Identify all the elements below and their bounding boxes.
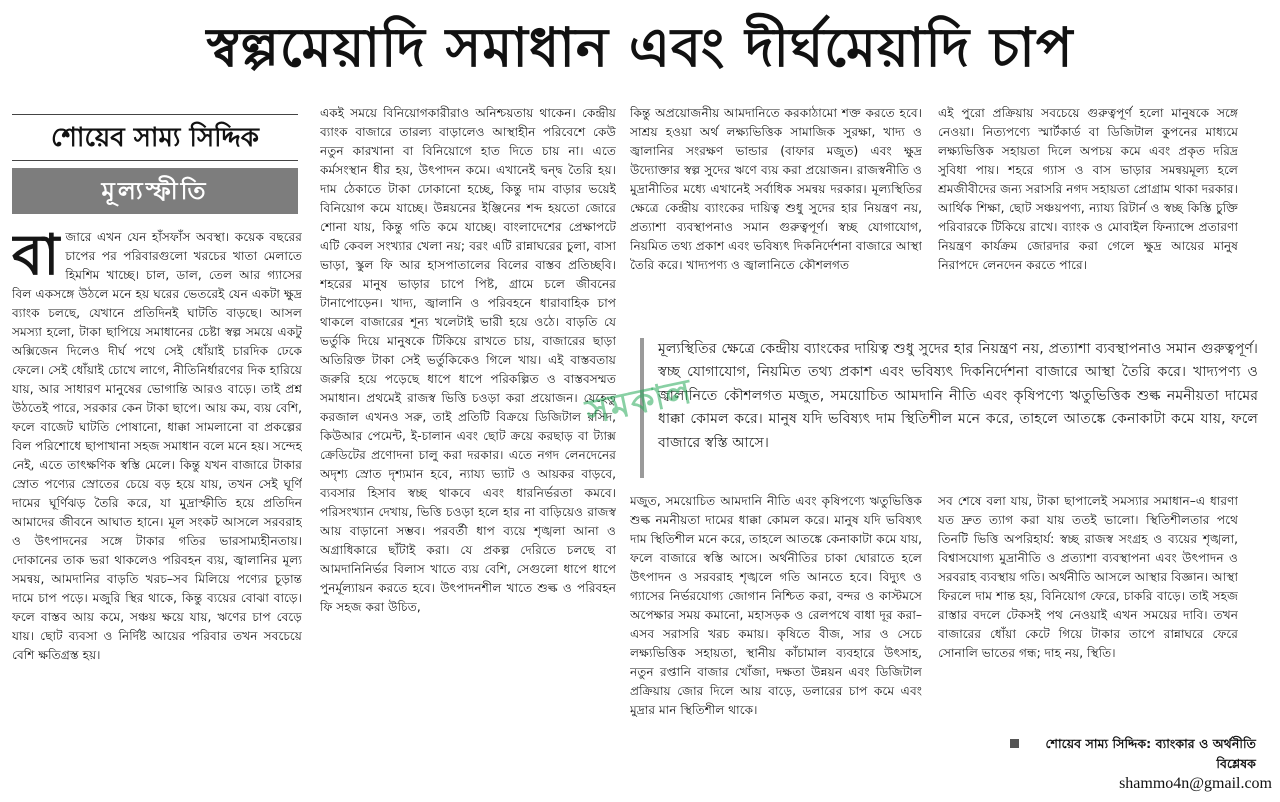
pull-quote: মূল্যস্থিতির ক্ষেত্রে কেন্দ্রীয় ব্যাংকের দায়িত্ব শুধু সুদের হার নিয়ন্ত্রণ নয়, প্রত্যাশা ব্যবস্থাপনাও সমান গুরুত্বপূর্ণ। স্বচ্ছ যোগাযোগ, নিয়মিত তথ্য প্রকাশ এবং ভবিষ্যৎ দিকনির্দেশনা বাজারে আস্থা তৈরি করে। খাদ্যপণ্য ও জ্বালানিতে কৌশলগত মজুত, সময়োচিত আমদানি নীতি এবং কৃষিপণ্যে ঋতুভিত্তিক শুল্ক নমনীয়তা দামের ধাক্কা কোমল করে। মানুষ যদি ভবিষ্যৎ দাম স্থিতিশীল মনে করে, তাহলে আতঙ্কে কেনাকাটা কমে যায়, ফলে বাজারে স্বস্তি আসে।	[640, 338, 1258, 478]
watermark-logo: সমকাল	[582, 371, 697, 433]
article-column-3-top	[630, 104, 922, 330]
page-title: স্বল্পমেয়াদি সমাধান এবং দীর্ঘমেয়াদি চাপ	[206, 15, 1074, 79]
byline-bottom-rule	[12, 160, 298, 161]
author-name: শোয়েব সাম্য সিদ্দিক	[51, 123, 259, 153]
section-label: মূল্যস্ফীতি	[12, 168, 298, 214]
column-2-text: একই সময়ে বিনিয়োগকারীরাও অনিশ্চয়তায় থাকেন। কেন্দ্রীয় ব্যাংক বাজারে তারল্য বাড়ালেও আস্থাহীন পরিবেশে কেউ নতুন কারখানা বা বিনিয়োগে হাত দিতে চায় না। এতে কর্মসংস্থান ধীর হয়, উৎপাদন কমে। এখানেই দ্বন্দ্ব তৈরি হয়। দাম ঠেকাতে টাকা ঢোকানো হচ্ছে, কিন্তু দাম বাড়ার ভয়েই বিনিয়োগ কমে যাচ্ছে। উন্নয়নের ইঞ্জিনের শব্দ হয়তো জোরে শোনা যায়, কিন্তু গতি কমে যাচ্ছে। বাংলাদেশের প্রেক্ষাপটে এটি কেবল সংখ্যার খেলা নয়; বরং এটি রান্নাঘরের চুলা, বাসা ভাড়া, স্কুল ফি আর হাসপাতালের বিলের বাস্তব প্রতিচ্ছবি। শহরের মানুষ ভাড়ার চাপে পিষ্ট, গ্রামে চলে জীবনের টানাপোড়েন। খাদ্য, জ্বালানি ও পরিবহনে ধারাবাহিক চাপ থাকলে বাজারের শূন্য খলেটাই ভারী হয়ে ওঠে। বাড়তি যে ভর্তুকি দিয়ে মানুষকে টিকিয়ে রাখতে চায়, বাজারের ছাড়া অতিরিক্ত টাকা সেই ভর্তুকিকেও গিলে খায়। এই বাস্তবতায় জরুরি হয়ে পড়েছে ধাপে ধাপে পরিকল্পিত ও বাস্তবসম্মত সমাধান। প্রথমেই রাজস্ব ভিত্তি চওড়া করা প্রয়োজন। যেহেতু করজাল এখনও সরু, তাই প্রতিটি বিক্রয়ে ডিজিটাল রসিদ, কিউআর পেমেন্ট, ই-চালান এবং ছোট ক্রয়ে করছাড় বা ট্যাক্স ক্রেডিটের প্রণোদনা চালু করা দরকার। এতে নগদ লেনদেনের অদৃশ্য স্রোত দৃশ্যমান হবে, ন্যায্য ভ্যাট ও আয়কর বাড়বে, ব্যবসার হিসাব স্বচ্ছ থাকবে এবং ধারনির্ভরতা কমবে। পরিসংখ্যান দেখায়, ভিত্তি চওড়া হলে হার না বাড়িয়েও রাজস্ব আয় বাড়ানো সম্ভব। পরবর্তী ধাপ ব্যয়ে শৃঙ্খলা আনা ও অগ্রাধিকারে ছাঁটাই করা। যে প্রকল্প দেরিতে চলছে বা আমদানিনির্ভর বিলাস খাতে ব্যয় বেশি, সেগুলো ধাপে ধাপে পুনর্মূল্যায়ন করতে হবে। উৎপাদনশীল খাতে শুল্ক ও পরিবহন ফি সহজ করা উচিত,	[320, 106, 616, 614]
dropcap: বা	[12, 228, 60, 288]
article-column-1	[12, 228, 302, 794]
article-column-2	[320, 104, 616, 794]
column-4-bottom-text: সব শেষে বলা যায়, টাকা ছাপালেই সমস্যার সমাধান–এ ধারণা যত দ্রুত ত্যাগ করা যায় ততই ভালো। স্থিতিশীলতার পথে তিনটি ভিত্তি অপরিহার্য: স্বচ্ছ রাজস্ব সংগ্রহ ও ব্যয়ের শৃঙ্খলা, বিশ্বাসযোগ্য মুদ্রানীতি ও প্রত্যাশা ব্যবস্থাপনা এবং উৎপাদন ও সরবরাহ ব্যবস্থায় গতি। অর্থনীতি আসলে আস্থার বিজ্ঞান। আস্থা ফিরলে দাম শান্ত হয়, বিনিয়োগ ফেরে, চাকরি বাড়ে। তাই সহজ রাস্তার বদলে টেকসই পথ নেওয়াই এখন সময়ের দাবি। তখন বাজারের ধোঁয়া কেটে গিয়ে টাকার তাপে রান্নাঘরে ফেরে সোনালি ভাতের গন্ধ; দাহ নয়, স্থিতি।	[938, 494, 1238, 660]
column-1-text: জারে এখন যেন হাঁসফাঁস অবস্থা। কয়েক বছরের চাপের পর পরিবারগুলো খরচের খাতা মেলাতে হিমশিম খাচ্ছে। চাল, ডাল, তেল আর গ্যাসের বিল একসঙ্গে উঠলে মনে হয় ঘরের ভেতরেই যেন একটা ক্ষুদ্র ব্যাংক চলছে, যেখানে প্রতিদিনই ঘাটতি বাড়ছে। আসল সমস্যা হলো, টাকা ছাপিয়ে সমাধানের চেষ্টা স্বল্প সময়ে একটু অক্সিজেন দিলেও দীর্ঘ পথে সেই ধোঁয়াই চারদিক ঢেকে ফেলে। সেই ধোঁয়াই চোখে লাগে, নীতিনির্ধারণের দিক হারিয়ে যায়, আর সাধারণ মানুষের ভোগান্তি আরও বাড়ে। তাই প্রশ্ন উঠতেই পারে, সরকার কেন টাকা ছাপে। আয় কম, ব্যয় বেশি, ফলে বাজেট ঘাটতি পোষানো, ধাক্কা সামলানো বা প্রকল্পের বিল পরিশোধে ছাপাখানা সহজ সমাধান বলে মনে হয়। সন্দেহ নেই, এতে তাৎক্ষণিক স্বস্তি মেলে। কিন্তু যখন বাজারে টাকার স্রোত পণ্যের স্রোতের চেয়ে বড় হয়ে যায়, তখন সেই ঘূর্ণি দামের ঘূর্ণিঝড় তৈরি করে, যা মুদ্রাস্ফীতি হয়ে প্রতিদিন আমাদের জীবনে আঘাত হানে। মূল সংকট আসলে সরবরাহ ও উৎপাদনের সঙ্গে টাকার গতির ভারসাম্যহীনতায়। দোকানের তাক ভরা থাকলেও পরিবহন ব্যয়, জ্বালানির মূল্য সমন্বয়, আমদানির বাড়তি খরচ–সব মিলিয়ে পণ্যের চূড়ান্ত দামে চাপ পড়ে। মজুরি স্থির থাকে, কিন্তু ব্যয়ের বোঝা বাড়ে। ফলে বাস্তব আয় কমে, সঞ্চয় ক্ষয়ে যায়, ঋণের চাপ বেড়ে যায়। ছোট ব্যবসা ও নির্দিষ্ট আয়ের পরিবার তখন সবচেয়ে বেশি ক্ষতিগ্রস্ত হয়।	[12, 230, 302, 662]
article-column-3-bottom	[630, 492, 922, 794]
footer-square-icon	[1010, 739, 1019, 748]
column-3-top-text: কিন্তু অপ্রয়োজনীয় আমদানিতে করকাঠামো শক্ত করতে হবে। সাশ্রয় হওয়া অর্থ লক্ষ্যভিত্তিক সামাজিক সুরক্ষা, খাদ্য ও জ্বালানির সংরক্ষণ ভান্ডার (বাফার মজুত) এবং ক্ষুদ্র উদ্যোক্তার স্বল্প সুদের ঋণে ব্যয় করা প্রয়োজন। রাজস্বনীতি ও মুদ্রানীতির মধ্যে এখানেই সর্বাধিক সমন্বয় দরকার। মূল্যস্থিতির ক্ষেত্রে কেন্দ্রীয় ব্যাংকের দায়িত্ব শুধু সুদের হার নিয়ন্ত্রণ নয়, প্রত্যাশা ব্যবস্থাপনাও সমান গুরুত্বপূর্ণ। স্বচ্ছ যোগাযোগ, নিয়মিত তথ্য প্রকাশ এবং ভবিষ্যৎ দিকনির্দেশনা বাজারে আস্থা তৈরি করে। খাদ্যপণ্য ও জ্বালানিতে কৌশলগত	[630, 106, 922, 272]
footer-author-credit: শোয়েব সাম্য সিদ্দিক: ব্যাংকার ও অর্থনীতি বিশ্লেষক	[1045, 736, 1256, 771]
column-4-top-text: এই পুরো প্রক্রিয়ায় সবচেয়ে গুরুত্বপূর্ণ হলো মানুষকে সঙ্গে নেওয়া। নিত্যপণ্যে স্মার্টকার্ড বা ডিজিটাল কুপনের মাধ্যমে লক্ষ্যভিত্তিক সহায়তা দিলে অপচয় কমে এবং প্রকৃত দরিদ্র সুবিধা পায়। শহরে গ্যাস ও বাস ভাড়ার সমন্বয়মূল্য হলে শ্রমজীবীদের জন্য সরাসরি নগদ সহায়তা প্রোগ্রাম থাকা দরকার। আর্থিক শিক্ষা, ছোট সঞ্চয়পণ্য, ন্যায্য রিটার্ন ও স্বচ্ছ কিস্তি চুক্তি পরিবারকে টিকিয়ে রাখে। ব্যাংক ও মোবাইল ফিন্যান্সে প্রতারণা নিয়ন্ত্রণ কার্যক্রম জোরদার করা গেলে ক্ষুদ্র আয়ের মানুষ নিরাপদে লেনদেন করতে পারে।	[938, 106, 1238, 272]
column-3-bottom-text: মজুত, সময়োচিত আমদানি নীতি এবং কৃষিপণ্যে ঋতুভিত্তিক শুল্ক নমনীয়তা দামের ধাক্কা কোমল করে। মানুষ যদি ভবিষ্যৎ দাম স্থিতিশীল মনে করে, তাহলে আতঙ্কে কেনাকাটা কমে যায়, ফলে বাজারে স্বস্তি আসে। অর্থনীতির চাকা ঘোরাতে হলে উৎপাদন ও সরবরাহ শৃঙ্খলে গতি আনতে হবে। বিদ্যুৎ ও গ্যাসের নির্ভরযোগ্য জোগান নিশ্চিত করা, বন্দর ও কাস্টমসে অপেক্ষার সময় কমানো, মহাসড়ক ও রেলপথে বাধা দূর করা–এসব সরাসরি খরচ কমায়। কৃষিতে বীজ, সার ও সেচে লক্ষ্যভিত্তিক সহায়তা, স্থানীয় কাঁচামাল ব্যবহারে উৎসাহ, নতুন রপ্তানি বাজার খোঁজা, দক্ষতা উন্নয়ন এবং ডিজিটাল প্রক্রিয়ায় জোর দিলে আয় বাড়ে, ডলারের চাপ কমে এবং মুদ্রার মান স্থিতিশীল থাকে।	[630, 494, 922, 717]
article-column-4-bottom	[938, 492, 1238, 728]
byline-top-rule	[12, 114, 298, 115]
article-column-4-top	[938, 104, 1238, 330]
footer-email: shammo4n@gmail.com	[1119, 775, 1272, 792]
